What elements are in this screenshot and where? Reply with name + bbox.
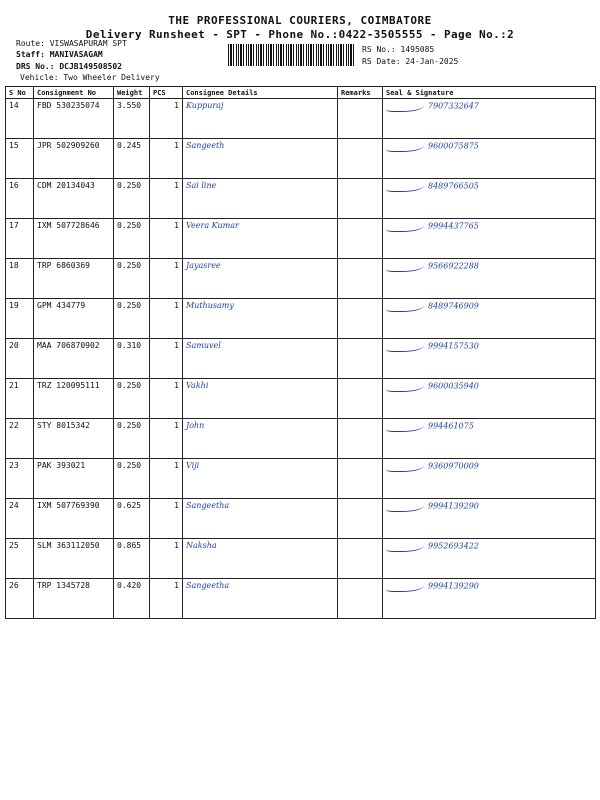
row-pcs: 1 xyxy=(150,259,183,299)
company-title: THE PROFESSIONAL COURIERS, COIMBATORE xyxy=(168,14,432,27)
signature-scrawl xyxy=(386,461,424,472)
row-signature xyxy=(383,179,596,219)
row-pcs: 1 xyxy=(150,99,183,139)
row-remarks xyxy=(338,139,383,179)
row-consignment-no: FBD 530235074 xyxy=(34,99,114,139)
row-pcs: 1 xyxy=(150,339,183,379)
row-consignment-no: CDM 20134043 xyxy=(34,179,114,219)
row-consignee-handwritten: Muthusamy xyxy=(183,299,338,339)
table-body xyxy=(6,99,596,619)
col-header-signature: Seal & Signature xyxy=(383,87,596,99)
signature-scrawl xyxy=(386,261,424,272)
row-consignment-no: TRZ 120095111 xyxy=(34,379,114,419)
col-header-pcs: PCS xyxy=(150,87,183,99)
signature-scrawl xyxy=(386,301,424,312)
row-remarks xyxy=(338,99,383,139)
row-remarks xyxy=(338,259,383,299)
row-sno: 24 xyxy=(6,499,34,539)
row-signature xyxy=(383,259,596,299)
row-consignee-handwritten: Jayasree xyxy=(183,259,338,299)
col-header-sno: S No xyxy=(6,87,34,99)
row-signature xyxy=(383,339,596,379)
runsheet-subtitle: Delivery Runsheet - SPT - Phone No.:0422-3505555 - Page No.:2 xyxy=(85,28,515,41)
route-label: Route: VISWASAPURAM SPT xyxy=(16,39,127,48)
row-consignee-handwritten: Sangeeth xyxy=(183,139,338,179)
table-row xyxy=(6,219,596,259)
row-signature xyxy=(383,459,596,499)
table-row xyxy=(6,259,596,299)
staff-label: Staff: MANIVASAGAM xyxy=(16,50,103,59)
row-sno: 14 xyxy=(6,99,34,139)
row-consignment-no: IXM 507769390 xyxy=(34,499,114,539)
row-signature xyxy=(383,419,596,459)
row-consignee-handwritten: Viji xyxy=(183,459,338,499)
row-pcs: 1 xyxy=(150,579,183,619)
row-weight: 0.250 xyxy=(114,299,150,339)
row-sno: 15 xyxy=(6,139,34,179)
row-consignee-handwritten: John xyxy=(183,419,338,459)
row-sno: 26 xyxy=(6,579,34,619)
table-row xyxy=(6,179,596,219)
signature-phone: 7907332647 xyxy=(428,101,479,111)
table-row xyxy=(6,539,596,579)
row-sno: 25 xyxy=(6,539,34,579)
col-header-remarks: Remarks xyxy=(338,87,383,99)
row-weight: 0.625 xyxy=(114,499,150,539)
signature-scrawl xyxy=(386,581,424,592)
row-pcs: 1 xyxy=(150,139,183,179)
row-signature xyxy=(383,539,596,579)
row-consignee-handwritten: Veera Kumar xyxy=(183,219,338,259)
row-remarks xyxy=(338,299,383,339)
row-sno: 20 xyxy=(6,339,34,379)
row-signature xyxy=(383,579,596,619)
table-row xyxy=(6,299,596,339)
row-sno: 16 xyxy=(6,179,34,219)
signature-phone: 9360970009 xyxy=(428,461,479,471)
row-consignment-no: SLM 363112050 xyxy=(34,539,114,579)
signature-scrawl xyxy=(386,541,424,552)
signature-phone: 9994157530 xyxy=(428,341,479,351)
row-signature xyxy=(383,139,596,179)
signature-scrawl xyxy=(386,181,424,192)
row-remarks xyxy=(338,579,383,619)
signature-phone: 994461075 xyxy=(428,421,474,431)
row-sno: 23 xyxy=(6,459,34,499)
table-row xyxy=(6,139,596,179)
row-signature xyxy=(383,299,596,339)
signature-phone: 9994139290 xyxy=(428,501,479,511)
rs-number: RS No.: 1495085 xyxy=(362,45,435,54)
row-pcs: 1 xyxy=(150,219,183,259)
row-remarks xyxy=(338,179,383,219)
row-remarks xyxy=(338,459,383,499)
row-remarks xyxy=(338,539,383,579)
row-weight: 0.865 xyxy=(114,539,150,579)
row-remarks xyxy=(338,419,383,459)
row-weight: 0.245 xyxy=(114,139,150,179)
row-weight: 0.250 xyxy=(114,259,150,299)
vehicle-label: Vehicle: Two Wheeler Delivery xyxy=(20,73,160,82)
row-consignee-handwritten: Naksha xyxy=(183,539,338,579)
signature-phone: 9994437765 xyxy=(428,221,479,231)
signature-phone: 9566922288 xyxy=(428,261,479,271)
row-pcs: 1 xyxy=(150,379,183,419)
barcode-image xyxy=(228,44,356,66)
row-pcs: 1 xyxy=(150,179,183,219)
row-sno: 19 xyxy=(6,299,34,339)
row-signature xyxy=(383,379,596,419)
row-pcs: 1 xyxy=(150,539,183,579)
signature-phone: 8489766505 xyxy=(428,181,479,191)
row-consignment-no: TRP 1345728 xyxy=(34,579,114,619)
col-header-consignment: Consignment No xyxy=(34,87,114,99)
signature-scrawl xyxy=(386,101,424,112)
table-header-row xyxy=(6,87,596,99)
row-consignee-handwritten: Vakhi xyxy=(183,379,338,419)
row-weight: 0.420 xyxy=(114,579,150,619)
row-consignment-no: TRP 6860369 xyxy=(34,259,114,299)
drs-label: DRS No.: DCJB149508502 xyxy=(16,62,122,71)
row-consignment-no: STY 8015342 xyxy=(34,419,114,459)
signature-scrawl xyxy=(386,221,424,232)
table-row xyxy=(6,459,596,499)
signature-phone: 9600075875 xyxy=(428,141,479,151)
row-remarks xyxy=(338,379,383,419)
signature-phone: 8489746909 xyxy=(428,301,479,311)
row-sno: 22 xyxy=(6,419,34,459)
row-weight: 0.250 xyxy=(114,379,150,419)
row-consignment-no: PAK 393021 xyxy=(34,459,114,499)
signature-scrawl xyxy=(386,421,424,432)
row-weight: 0.250 xyxy=(114,179,150,219)
row-weight: 0.250 xyxy=(114,419,150,459)
row-signature xyxy=(383,219,596,259)
signature-scrawl xyxy=(386,501,424,512)
table-row xyxy=(6,339,596,379)
row-consignment-no: GPM 434779 xyxy=(34,299,114,339)
table-row xyxy=(6,99,596,139)
row-pcs: 1 xyxy=(150,299,183,339)
row-consignee-handwritten: Kuppuraj xyxy=(183,99,338,139)
row-consignee-handwritten: Sai line xyxy=(183,179,338,219)
table-row xyxy=(6,499,596,539)
row-remarks xyxy=(338,499,383,539)
signature-scrawl xyxy=(386,381,424,392)
signature-scrawl xyxy=(386,341,424,352)
row-sno: 18 xyxy=(6,259,34,299)
signature-phone: 9952693422 xyxy=(428,541,479,551)
row-consignee-handwritten: Sangeetha xyxy=(183,579,338,619)
row-remarks xyxy=(338,339,383,379)
signature-scrawl xyxy=(386,141,424,152)
table-row xyxy=(6,419,596,459)
row-weight: 0.310 xyxy=(114,339,150,379)
row-pcs: 1 xyxy=(150,499,183,539)
signature-phone: 9994139290 xyxy=(428,581,479,591)
runsheet-table xyxy=(5,86,596,619)
rs-date: RS Date: 24-Jan-2025 xyxy=(362,57,459,66)
row-sno: 21 xyxy=(6,379,34,419)
row-remarks xyxy=(338,219,383,259)
row-signature xyxy=(383,99,596,139)
signature-phone: 9600035940 xyxy=(428,381,479,391)
row-pcs: 1 xyxy=(150,459,183,499)
row-signature xyxy=(383,499,596,539)
row-weight: 3.550 xyxy=(114,99,150,139)
row-pcs: 1 xyxy=(150,419,183,459)
row-consignment-no: IXM 507728646 xyxy=(34,219,114,259)
row-consignment-no: MAA 706870902 xyxy=(34,339,114,379)
table-row xyxy=(6,579,596,619)
row-weight: 0.250 xyxy=(114,459,150,499)
table-row xyxy=(6,379,596,419)
row-consignee-handwritten: Sangeetha xyxy=(183,499,338,539)
row-weight: 0.250 xyxy=(114,219,150,259)
row-consignment-no: JPR 502909260 xyxy=(34,139,114,179)
row-consignee-handwritten: Samuvel xyxy=(183,339,338,379)
col-header-consignee: Consignee Details xyxy=(183,87,338,99)
row-sno: 17 xyxy=(6,219,34,259)
col-header-weight: Weight xyxy=(114,87,150,99)
